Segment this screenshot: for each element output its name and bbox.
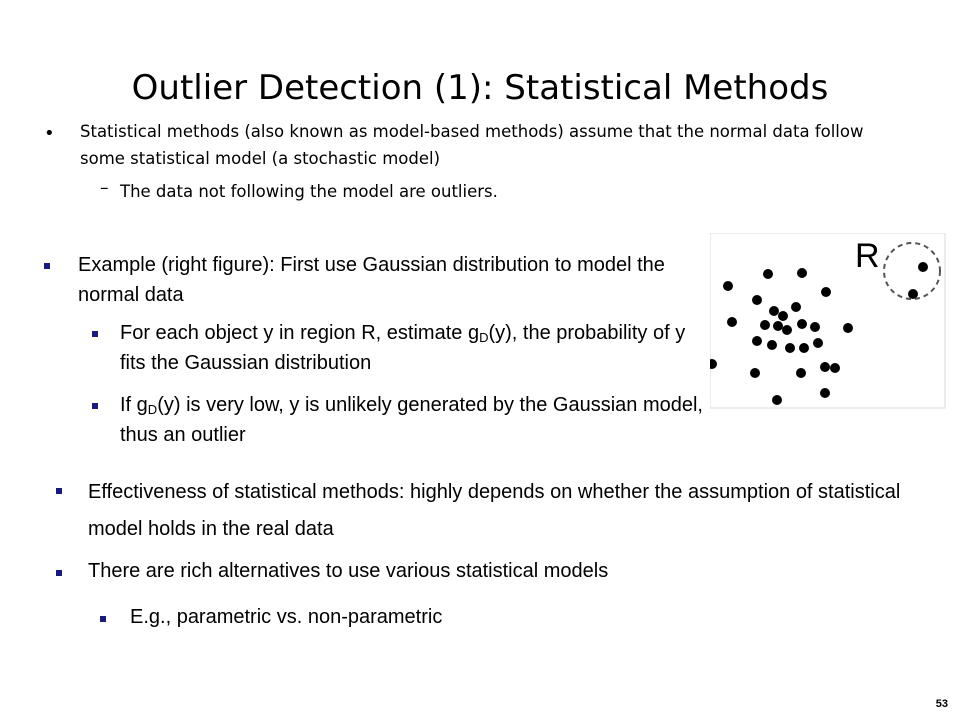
normal-point [799,343,809,353]
region-label: R [855,237,880,275]
normal-point [782,325,792,335]
normal-point [843,323,853,333]
normal-point [810,322,820,332]
normal-point [723,281,733,291]
normal-point [752,336,762,346]
normal-point [785,343,795,353]
normal-point [791,302,801,312]
normal-point [797,268,807,278]
low-subscript: D [147,402,158,417]
page-number: 53 [935,698,948,710]
outlier-point [918,262,928,272]
low-text-pre: If g [120,394,148,416]
bullet-low-probability [120,390,710,450]
normal-point [772,395,782,405]
estimate-subscript: D [479,330,489,345]
estimate-text-post: (y), the probability of y fits the Gaussian distribution [120,322,686,374]
bullet-estimate [120,318,710,378]
normal-point [813,338,823,348]
normal-point [797,319,807,329]
normal-point [820,388,830,398]
normal-point [760,320,770,330]
figure-frame [710,233,945,408]
normal-point [821,287,831,297]
square-bullet-icon [44,263,50,269]
dash-icon: – [100,178,109,198]
square-bullet-icon [100,616,106,622]
normal-points [710,268,853,405]
bullet-statistical-methods: Statistical methods (also known as model-based methods) assume that the normal data follow some statistical model (a stochastic model) [80,122,864,168]
normal-point [727,317,737,327]
bullet-dot-icon: • [44,123,55,144]
bullet-effectiveness: Effectiveness of statistical methods: highly depends on whether the assumption of statistical model holds in the real data [88,481,901,540]
bullet-eg: E.g., parametric vs. non-parametric [130,606,443,628]
estimate-text-pre: For each object y in region R, estimate g [120,322,480,344]
normal-point [750,368,760,378]
normal-point [796,368,806,378]
normal-point [773,321,783,331]
normal-point [820,362,830,372]
square-bullet-icon [56,570,62,576]
square-bullet-icon [92,403,98,409]
outlier-point [908,289,918,299]
square-bullet-icon [56,488,62,494]
bullet-example: Example (right figure): First use Gaussian distribution to model the normal data [78,254,665,306]
normal-point [830,363,840,373]
slide-title: Outlier Detection (1): Statistical Methods [131,68,829,108]
normal-point [778,311,788,321]
normal-point [769,306,779,316]
outlier-scatter-figure [710,233,946,409]
normal-point [763,269,773,279]
normal-point [752,295,762,305]
low-text-post: (y) is very low, y is unlikely generated by the Gaussian model, thus an outlier [120,394,703,446]
normal-point [710,359,717,369]
square-bullet-icon [92,331,98,337]
bullet-alternatives: There are rich alternatives to use various statistical models [88,560,609,582]
bullet-not-following-model: The data not following the model are outliers. [120,182,498,201]
normal-point [767,340,777,350]
